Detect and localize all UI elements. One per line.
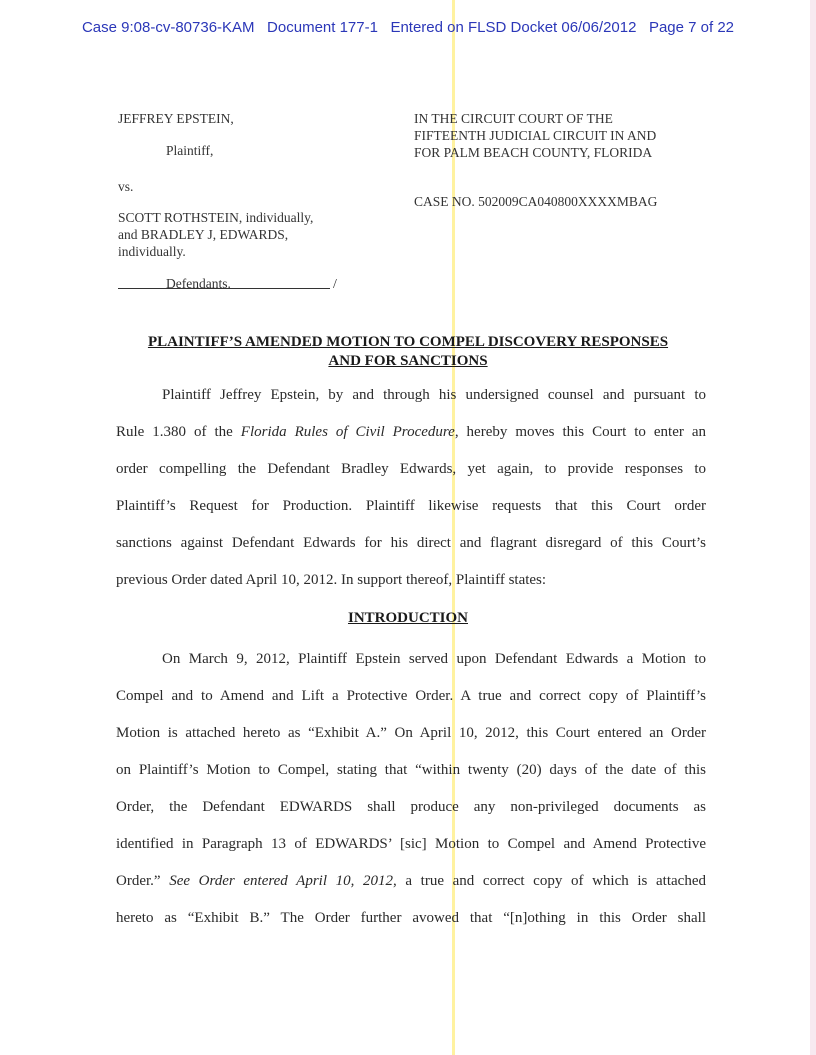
plaintiff-name: JEFFREY EPSTEIN, xyxy=(118,111,234,126)
case-number: CASE NO. 502009CA040800XXXXMBAG xyxy=(414,194,658,209)
para2-line-4: on Plaintiff’s Motion to Compel, stating that “within twenty (20) days of the date of this xyxy=(116,762,706,778)
para2-line-6: identified in Paragraph 13 of EDWARDS’ [sic] Motion to Compel and Amend Protective xyxy=(116,836,706,852)
page-edge-strip xyxy=(810,0,816,1055)
para1-line-3: order compelling the Defendant Bradley Edwards, yet again, to provide responses to xyxy=(116,461,706,477)
defendants-line-2: and BRADLEY J, EDWARDS, xyxy=(118,227,289,242)
para2-line-3: Motion is attached hereto as “Exhibit A.” On April 10, 2012, this Court entered an Order xyxy=(116,725,706,741)
docket-header: Case 9:08-cv-80736-KAM Document 177-1 Entered on FLSD Docket 06/06/2012 Page 7 of 22 xyxy=(81,19,735,36)
defendants-line-3: individually. xyxy=(118,244,186,259)
court-line-2: FIFTEENTH JUDICIAL CIRCUIT IN AND xyxy=(414,128,657,143)
rules-citation: Florida Rules of Civil Procedure xyxy=(240,424,455,440)
para2-line-8: hereto as “Exhibit B.” The Order further avowed that “[n]othing in this Order shall xyxy=(116,910,706,926)
para1-line-4: Plaintiff’s Request for Production. Plaintiff likewise requests that this Court order xyxy=(116,498,706,514)
para1-line-2: Rule 1.380 of the Florida Rules of Civil Procedure, hereby moves this Court to enter an xyxy=(116,424,706,440)
para2-line-7: Order.” See Order entered April 10, 2012, a true and correct copy of which is attached xyxy=(116,873,706,889)
introduction-paragraph xyxy=(116,641,706,937)
para2-line-1: On March 9, 2012, Plaintiff Epstein served upon Defendant Edwards a Motion to xyxy=(162,651,706,667)
motion-title-line-2: AND FOR SANCTIONS xyxy=(328,353,488,369)
defendants-label: Defendants. xyxy=(166,276,231,291)
introduction-heading: INTRODUCTION xyxy=(347,610,468,626)
para1-line-1: Plaintiff Jeffrey Epstein, by and through his undersigned counsel and pursuant to xyxy=(162,387,706,403)
court-line-1: IN THE CIRCUIT COURT OF THE xyxy=(414,111,613,126)
plaintiff-label: Plaintiff, xyxy=(166,143,214,158)
caption-slash: / xyxy=(333,277,337,292)
para1-line-5: sanctions against Defendant Edwards for his direct and flagrant disregard of this Court’s xyxy=(116,535,706,551)
para1-line-6: previous Order dated April 10, 2012. In support thereof, Plaintiff states: xyxy=(116,572,547,588)
para2-line-2: Compel and to Amend and Lift a Protective Order. A true and correct copy of Plaintiff’s xyxy=(116,688,706,704)
caption-rule xyxy=(118,288,330,289)
versus-label: vs. xyxy=(118,179,134,194)
motion-title xyxy=(96,333,720,371)
para2-line-5: Order, the Defendant EDWARDS shall produce any non-privileged documents as xyxy=(116,799,706,815)
opening-paragraph xyxy=(116,377,706,599)
defendants-line-1: SCOTT ROTHSTEIN, individually, xyxy=(118,210,314,225)
court-line-3: FOR PALM BEACH COUNTY, FLORIDA xyxy=(414,145,653,160)
order-citation: See Order entered April 10, 2012 xyxy=(169,873,394,889)
motion-title-line-1: PLAINTIFF’S AMENDED MOTION TO COMPEL DISCOVERY RESPONSES xyxy=(147,334,669,350)
